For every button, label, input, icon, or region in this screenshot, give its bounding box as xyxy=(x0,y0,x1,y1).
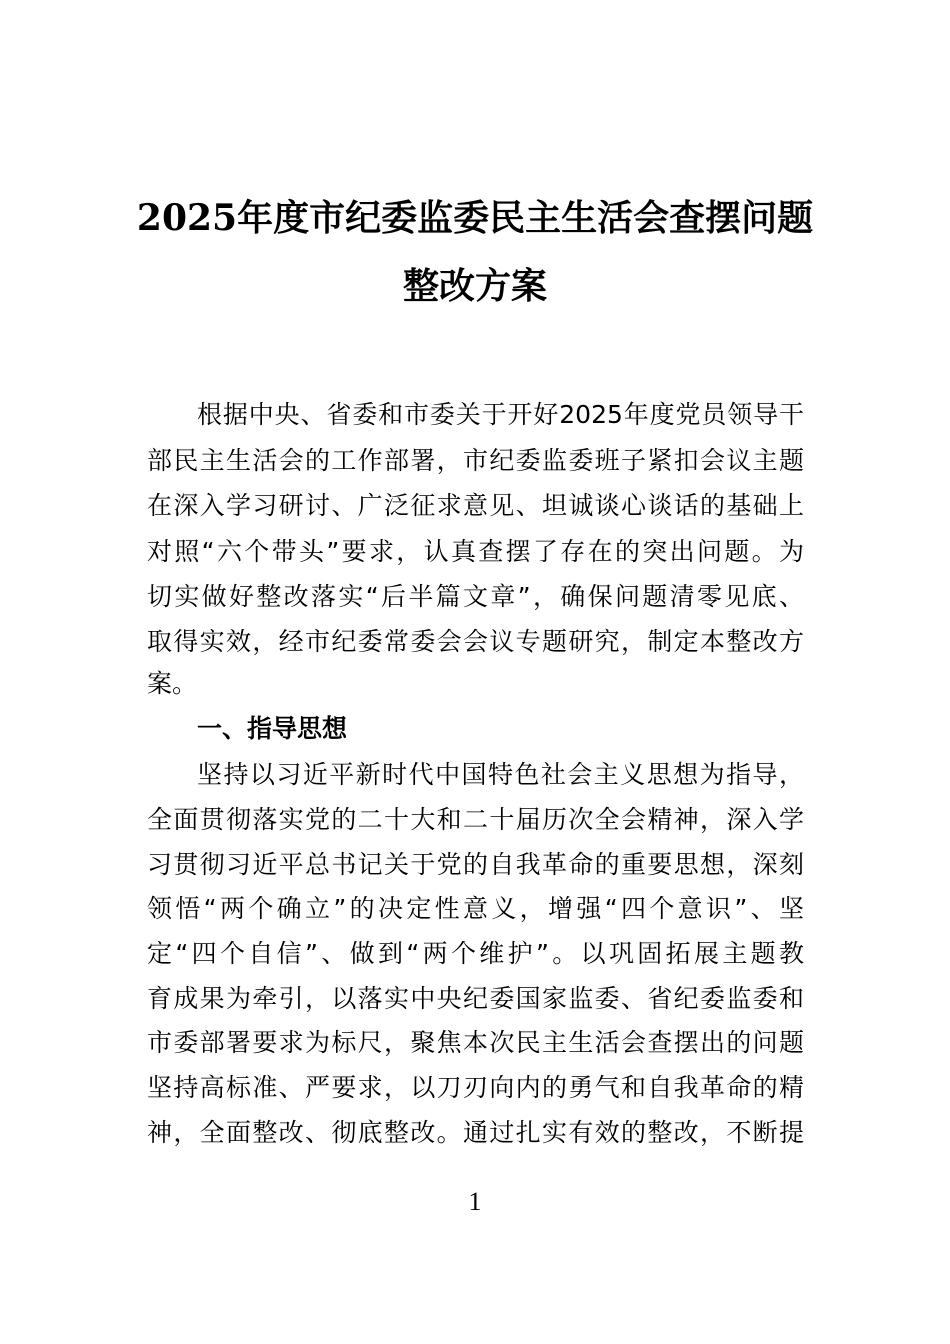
section1-line: 定“四个自信”、做到“两个维护”。以巩固拓展主题教 xyxy=(147,939,804,968)
section1-line: 育成果为牵引，以落实中央纪委国家监委、省纪委监委和 xyxy=(147,984,804,1013)
section1-line: 神，全面整改、彻底整改。通过扎实有效的整改，不断提 xyxy=(147,1118,804,1147)
section-heading-guiding-ideology: 一、指导思想 xyxy=(197,714,348,743)
section1-line: 市委部署要求为标尺，聚焦本次民主生活会查摆出的问题 xyxy=(147,1028,804,1057)
section1-line: 习贯彻习近平总书记关于党的自我革命的重要思想，深刻 xyxy=(147,850,804,879)
section1-line: 坚持高标准、严要求，以刀刃向内的勇气和自我革命的精 xyxy=(147,1073,804,1102)
document-title-line-2: 整改方案 xyxy=(402,265,547,307)
page-number: 1 xyxy=(468,1187,482,1216)
intro-line: 案。 xyxy=(147,669,198,698)
intro-line: 部民主生活会的工作部署，市纪委监委班子紧扣会议主题 xyxy=(147,446,804,475)
section1-line: 坚持以习近平新时代中国特色社会主义思想为指导， xyxy=(197,760,804,789)
intro-line: 在深入学习研讨、广泛征求意见、坦诚谈心谈话的基础上 xyxy=(147,491,804,520)
section1-line: 全面贯彻落实党的二十大和二十届历次全会精神，深入学 xyxy=(147,805,804,834)
section1-line: 领悟“两个确立”的决定性意义，增强“四个意识”、坚 xyxy=(147,894,804,923)
intro-line: 切实做好整改落实“后半篇文章”，确保问题清零见底、 xyxy=(147,582,804,611)
intro-line: 取得实效，经市纪委常委会会议专题研究，制定本整改方 xyxy=(147,627,804,656)
intro-line: 对照“六个带头”要求，认真查摆了存在的突出问题。为 xyxy=(147,537,804,566)
intro-line: 根据中央、省委和市委关于开好2025年度党员领导干 xyxy=(197,400,804,429)
document-title-line-1: 2025年度市纪委监委民主生活会查摆问题 xyxy=(136,197,814,239)
